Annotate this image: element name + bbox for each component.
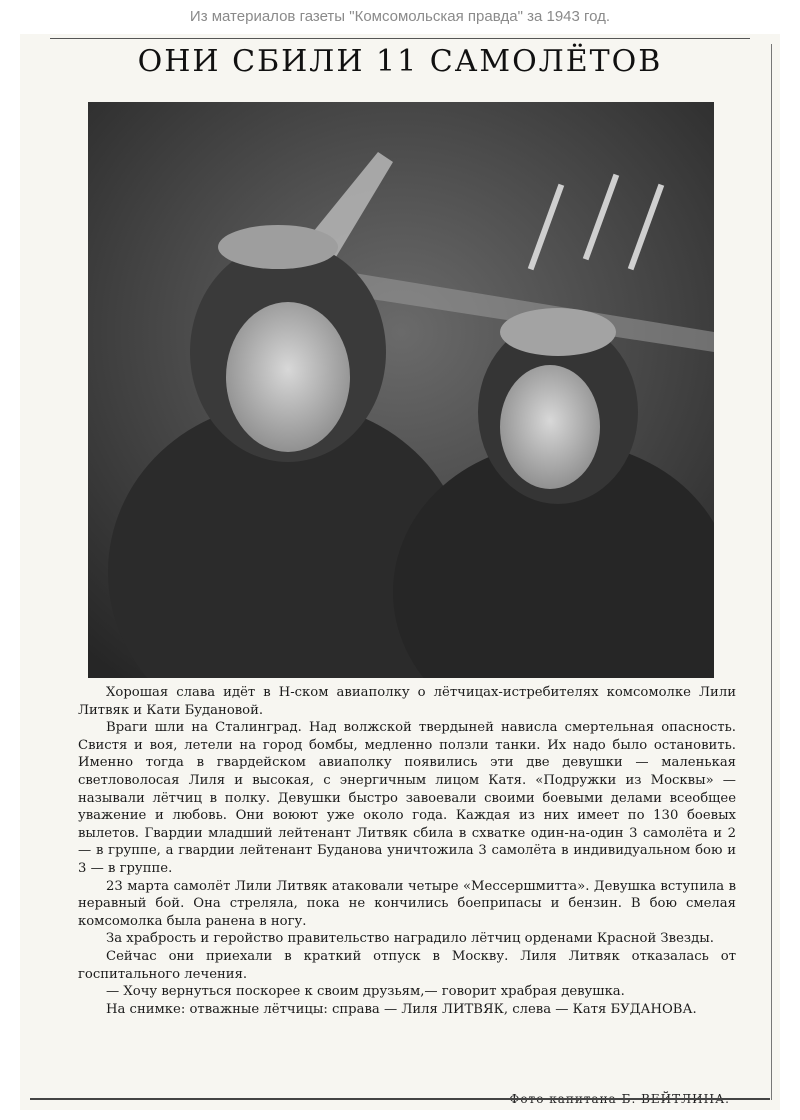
right-rule <box>771 44 772 1100</box>
newspaper-photo <box>88 102 714 678</box>
source-caption: Из материалов газеты "Комсомольская правда" за 1943 год. <box>189 8 611 25</box>
article-paragraph: Враги шли на Сталинград. Над волжской твердыней нависла смертельная опасность. Свистя и воя, летели на город бомбы, медленно ползли танки. Их надо было остановить. Именно тогда в гвардейском авиаполку появились эти две девушки — маленькая светловолосая Лиля и высокая, с энергичным лицом Катя. «Подружки из Москвы» — называли лётчиц в полку. Девушки быстро завоевали своими боевыми делами всеобщее уважение и любовь. Они воюют уже около года. Каждая из них имеет по 130 боевых вылетов. Гвардии младший лейтенант Литвяк сбила в схватке один-на-один 3 самолёта и 2 — в группе, а гвардии лейтенант Буданова уничтожила 3 самолёта в индивидуальном бою и 3 — в группе. <box>78 720 736 876</box>
pilots-photo-illustration <box>88 102 714 678</box>
article-paragraph: За храбрость и геройство правительство наградило лётчиц орденами Красной Звезды. <box>106 931 714 947</box>
article-paragraph: Хорошая слава идёт в Н-ском авиаполку о лётчицах-истребителях комсомолке Лили Литвяк и Кати Будановой. <box>78 685 736 718</box>
photo-caption: На снимке: отважные лётчицы: справа — Лиля ЛИТВЯК, слева — Катя БУДАНОВА. <box>106 1001 697 1017</box>
photo-credit: Фото капитана Б. ВЕЙТЛИНА. <box>509 1092 730 1106</box>
top-rule <box>50 38 750 39</box>
article-paragraph: — Хочу вернуться поскорее к своим друзьям,— говорит храбрая девушка. <box>106 984 625 1000</box>
article-paragraph: 23 марта самолёт Лили Литвяк атаковали четыре «Мессершмитта». Девушка вступила в неравный бой. Она стреляла, пока не кончились боеприпасы и бензин. В бою смелая комсомолка была ранена в ногу. <box>78 878 736 929</box>
bottom-rule <box>30 1098 770 1100</box>
headline: ОНИ СБИЛИ 11 САМОЛЁТОВ <box>137 44 663 79</box>
newspaper-clipping <box>20 34 780 1110</box>
article-paragraph: Сейчас они приехали в краткий отпуск в Москву. Лиля Литвяк отказалась от госпитального лечения. <box>78 948 736 982</box>
article-body <box>78 684 736 1018</box>
